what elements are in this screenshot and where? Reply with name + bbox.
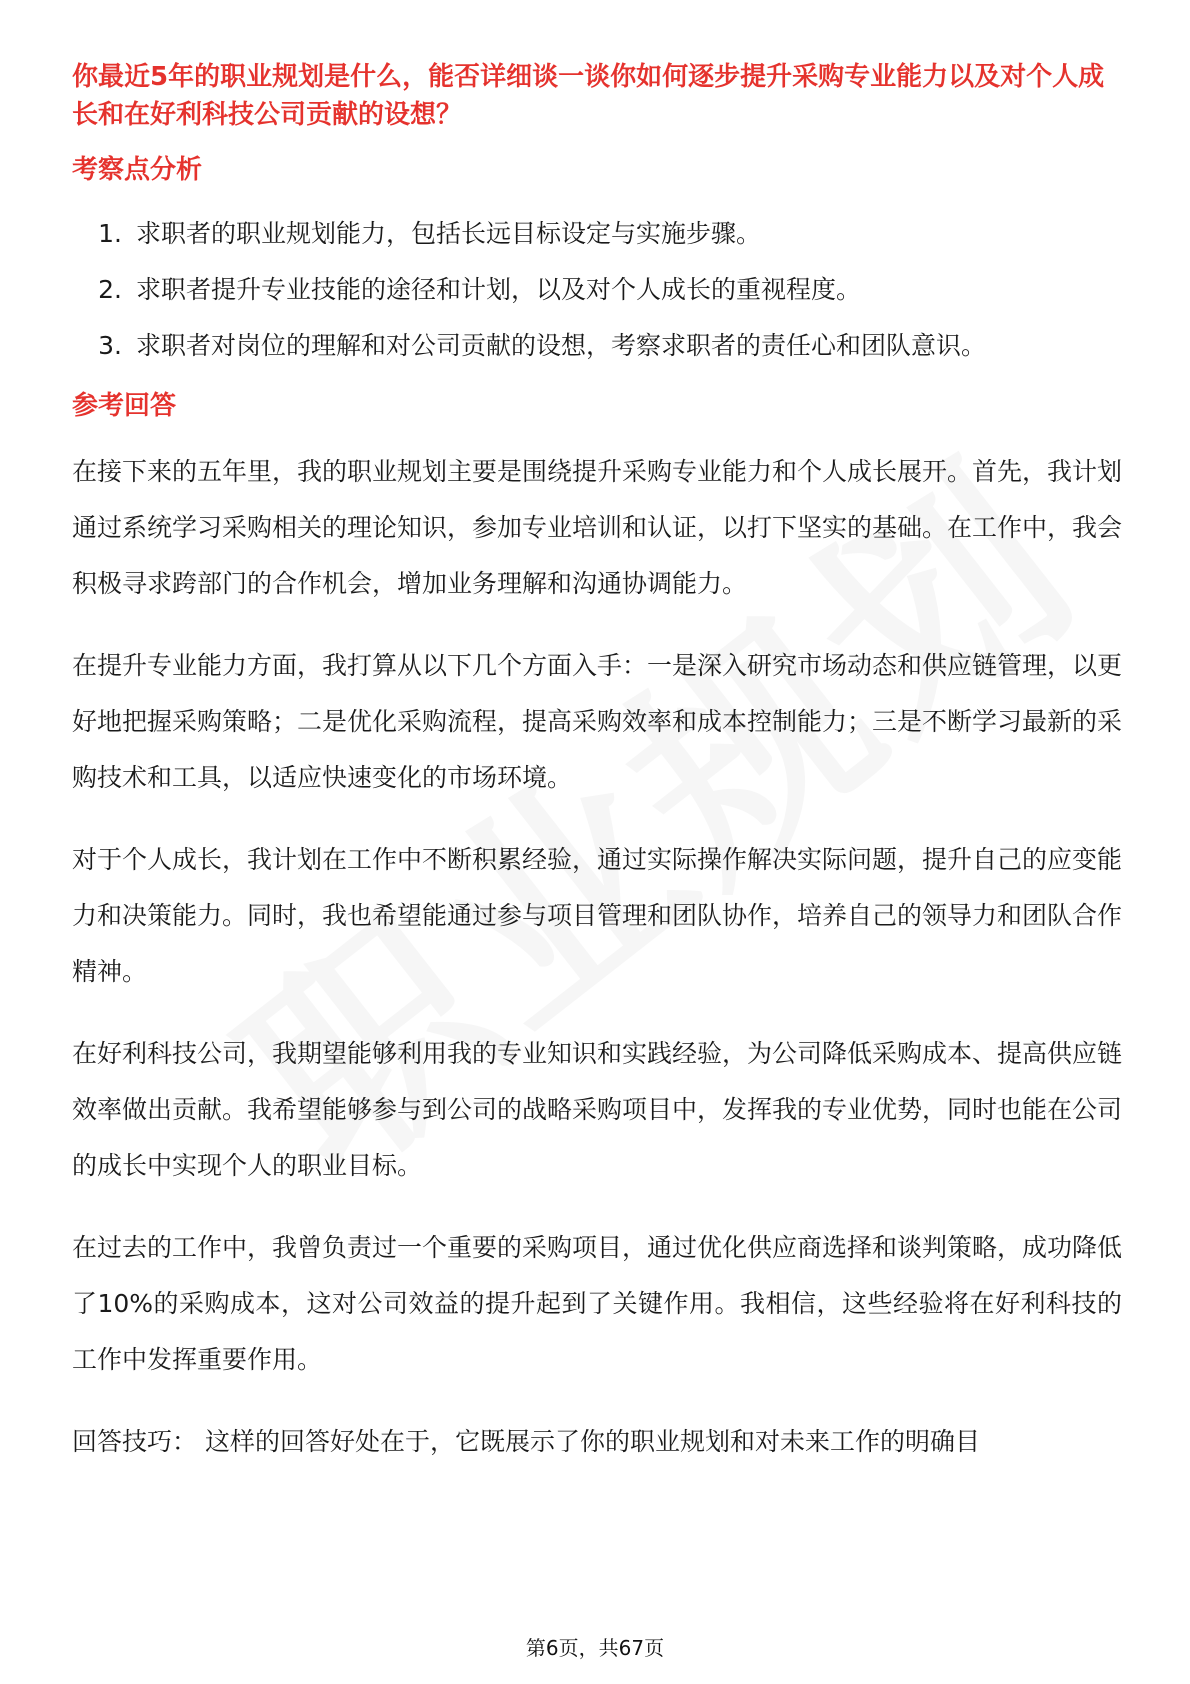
point-text: 求职者对岗位的理解和对公司贡献的设想，考察求职者的责任心和团队意识。	[136, 331, 987, 360]
analysis-title: 考察点分析	[72, 155, 203, 185]
answer-paragraph: 在过去的工作中，我曾负责过一个重要的采购项目，通过优化供应商选择和谈判策略，成功降低了10%的采购成本，这对公司效益的提升起到了关键作用。我相信，这些经验将在好利科技的工作中发挥重要作用。	[72, 1233, 1123, 1374]
answer-title: 参考回答	[72, 391, 177, 421]
point-number: 2.	[98, 275, 122, 304]
answer-paragraph: 对于个人成长，我计划在工作中不断积累经验，通过实际操作解决实际问题，提升自己的应变能力和决策能力。同时，我也希望能通过参与项目管理和团队协作，培养自己的领导力和团队合作精神。	[72, 845, 1123, 986]
answer-tip: 回答技巧： 这样的回答好处在于，它既展示了你的职业规划和对未来工作的明确目	[72, 1427, 980, 1456]
point-text: 求职者提升专业技能的途径和计划，以及对个人成长的重视程度。	[136, 275, 862, 304]
analysis-point	[72, 328, 1122, 364]
point-number: 3.	[98, 331, 122, 360]
page-content	[72, 58, 1122, 1496]
answer-paragraph: 在接下来的五年里，我的职业规划主要是围绕提升采购专业能力和个人成长展开。首先，我计划通过系统学习采购相关的理论知识，参加专业培训和认证，以打下坚实的基础。在工作中，我会积极寻求跨部门的合作机会，增加业务理解和沟通协调能力。	[72, 457, 1123, 598]
point-text: 求职者的职业规划能力，包括长远目标设定与实施步骤。	[136, 219, 762, 248]
answer-paragraph: 在好利科技公司，我期望能够利用我的专业知识和实践经验，为公司降低采购成本、提高供应链效率做出贡献。我希望能够参与到公司的战略采购项目中，发挥我的专业优势，同时也能在公司的成长中实现个人的职业目标。	[72, 1039, 1123, 1180]
question-heading: 你最近5年的职业规划是什么，能否详细谈一谈你如何逐步提升采购专业能力以及对个人成长和在好利科技公司贡献的设想？	[72, 62, 1105, 130]
answer-body	[72, 444, 1122, 1470]
point-number: 1.	[98, 219, 122, 248]
analysis-point	[72, 216, 1122, 252]
page-number: 第6页，共67页	[525, 1636, 665, 1660]
analysis-points-list	[72, 216, 1122, 364]
analysis-point	[72, 272, 1122, 308]
answer-paragraph: 在提升专业能力方面，我打算从以下几个方面入手：一是深入研究市场动态和供应链管理，以更好地把握采购策略；二是优化采购流程，提高采购效率和成本控制能力；三是不断学习最新的采购技术和工具，以适应快速变化的市场环境。	[72, 651, 1123, 792]
